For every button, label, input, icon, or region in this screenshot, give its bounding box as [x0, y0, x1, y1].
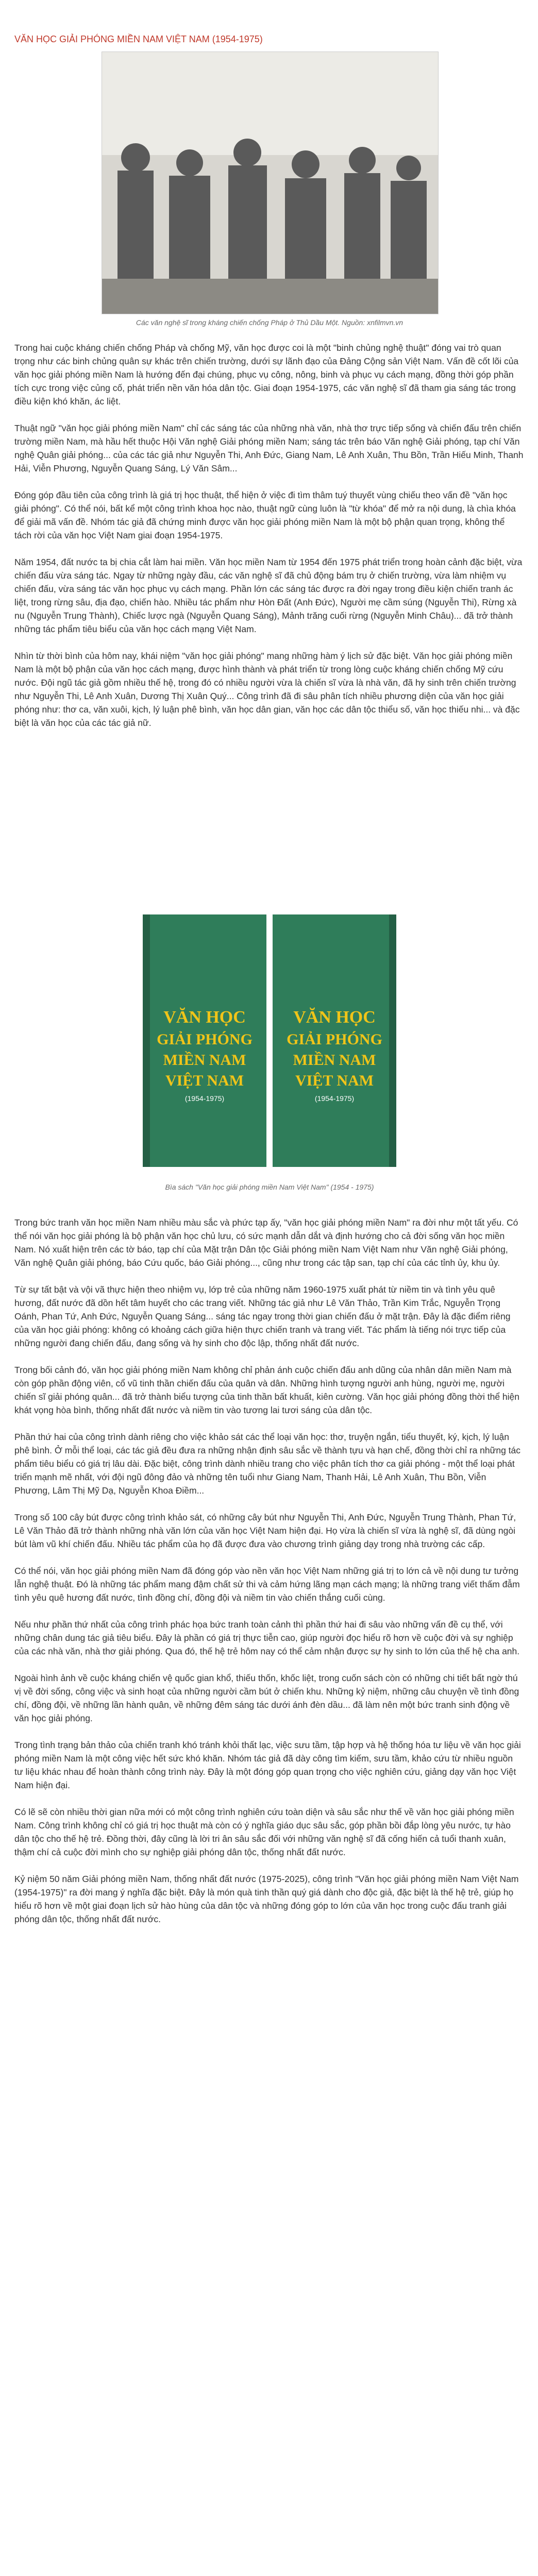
paragraph: Từ sự tất bật và vội vã thực hiện theo nhiệm vụ, lớp trẻ của những năm 1960-1975 xuất phát từ niềm tin và tình yêu quê hương, đất nước đã dồn hết tâm huyết cho các trang viết. Những tác giả như Lê Văn Thảo, Trần Kim Trắc, Nguyễn Trọng Oánh, Phan Tứ, Anh Đức, Nguyễn Quang Sáng... sáng tác ngay trong thời gian chiến đấu ở mặt trận. Đây là đặc điểm riêng của văn học giải phóng: không có khoảng cách giữa hiện thực chiến tranh và trang viết. Tác phẩm là tiếng nói trực tiếp của những người đang chiến đấu, đang sống và hy sinh cho độc lập, thống nhất đất nước. — [14, 1284, 511, 1348]
photo-caption: Các văn nghệ sĩ trong kháng chiến chống Pháp ở Thủ Dầu Một. Nguồn: xnfilmvn.vn — [136, 318, 404, 327]
paragraph: Trong hai cuộc kháng chiến chống Pháp và chống Mỹ, văn học được coi là một "binh chủng nghệ thuật" đóng vai trò quan trọng như các binh chủng quân sự khác trên chiến trường, dưới sự lãnh đạo của Đảng Cộng sản Việt Nam. Vấn đề cốt lõi của văn học giải phóng miền Nam là hướng đến đại chúng, phục vụ công, nông, binh và phục vụ cách mạng, đồng thời góp phần tích cực trong việc củng cố, phát triển nền văn hóa dân tộc. Giai đoạn 1954-1975, các văn nghệ sĩ đã tham gia sáng tác trong điều kiện khó khăn, ác liệt. — [14, 343, 519, 406]
article-body-part1 — [14, 341, 524, 743]
svg-text:VĂN HỌC: VĂN HỌC — [293, 1008, 376, 1027]
svg-text:VIỆT NAM: VIỆT NAM — [165, 1072, 244, 1089]
svg-text:(1954-1975): (1954-1975) — [184, 1094, 225, 1103]
paragraph: Có thể nói, văn học giải phóng miền Nam đã đóng góp vào nền văn học Việt Nam những giá trị to lớn cả về nội dung tư tưởng lẫn nghệ thuật. Đó là những tác phẩm mang đậm chất sử thi và cảm hứng lãng mạn cách mạng; là những trang viết thấm đẫm tình yêu quê hương đất nước, tình đồng chí, đồng đội và niềm tin vào chiến thắng cuối cùng. — [14, 1566, 520, 1603]
paragraph: Trong bối cảnh đó, văn học giải phóng miền Nam không chỉ phản ánh cuộc chiến đấu anh dũng của nhân dân miền Nam mà còn góp phần động viên, cổ vũ tinh thần chiến đấu của quân và dân. Những hình tượng người anh hùng, người mẹ, người chiến sĩ giải phóng quân... đã trở thành biểu tượng của tinh thần bất khuất, kiên cường. Văn học giải phóng đồng thời thể hiện khát vọng hòa bình, thống nhất đất nước và niềm tin vào tương lai tươi sáng của dân tộc. — [14, 1365, 520, 1415]
svg-text:MIỀN NAM: MIỀN NAM — [293, 1052, 376, 1069]
book-left — [143, 914, 266, 1167]
paragraph: Ngoài hình ảnh về cuộc kháng chiến vệ quốc gian khổ, thiếu thốn, khốc liệt, trong cuốn sách còn có những chi tiết bất ngờ thú vị về đời sống, công việc và sinh hoạt của những người cầm bút ở chiến khu. Những kỷ niệm, những câu chuyện về tình đồng chí, đồng đội, về những lần hành quân, về những đêm sáng tác dưới ánh đèn dầu... đã làm nên một bức tranh sinh động về văn học giải phóng. — [14, 1673, 519, 1723]
paragraph: Nếu như phần thứ nhất của công trình phác họa bức tranh toàn cảnh thì phần thứ hai đi sâu vào những vấn đề cụ thể, với những chân dung tác giả tiêu biểu. Đây là phần có giá trị thực tiễn cao, giúp người đọc hiểu rõ hơn về cuộc đời và sự nghiệp của các nhà văn, nhà thơ giải phóng. Qua đó, thế hệ trẻ hôm nay có thể cảm nhận được sự hy sinh to lớn của thế hệ cha anh. — [14, 1619, 520, 1656]
svg-text:(1954-1975): (1954-1975) — [314, 1094, 355, 1103]
svg-text:VĂN HỌC: VĂN HỌC — [163, 1008, 246, 1027]
book-cover-photo — [132, 904, 407, 1175]
paragraph: Phần thứ hai của công trình dành riêng cho việc khảo sát các thể loại văn học: thơ, truyện ngắn, tiểu thuyết, ký, kịch, lý luận phê bình. Ở mỗi thể loại, các tác giả đều đưa ra những nhận định sâu sắc về thành tựu và hạn chế, đồng thời chỉ ra những tác phẩm tiêu biểu có giá trị lâu dài. Đặc biệt, công trình dành nhiều trang cho việc phân tích thơ ca giải phóng - một thể loại phát triển mạnh mẽ nhất, với đội ngũ đông đảo và những tên tuổi như Giang Nam, Thanh Hải, Lê Anh Xuân, Thu Bồn, Viễn Phương, Lâm Thị Mỹ Dạ, Nguyễn Khoa Điềm... — [14, 1432, 521, 1496]
paragraph: Trong tình trạng bản thảo của chiến tranh khó tránh khỏi thất lạc, việc sưu tầm, tập hợp và hệ thống hóa tư liệu về văn học giải phóng miền Nam là một công việc hết sức khó khăn. Nhóm tác giả đã dày công tìm kiếm, sưu tầm, khảo cứu từ nhiều nguồn tư liệu khác nhau để hoàn thành công trình này. Đây là một đóng góp quan trọng cho việc nghiên cứu, giảng dạy văn học Việt Nam hiện đại. — [14, 1740, 521, 1790]
book-right — [273, 914, 396, 1167]
paragraph: Thuật ngữ "văn học giải phóng miền Nam" chỉ các sáng tác của những nhà văn, nhà thơ trực tiếp sống và chiến đấu trên chiến trường miền Nam, mà hầu hết thuộc Hội Văn nghệ Giải phóng miền Nam; sáng tác trên báo Văn nghệ Giải phóng, tạp chí Văn nghệ Quân giải phóng... của các tác giả như Nguyễn Thi, Anh Đức, Giang Nam, Lê Anh Xuân, Thu Bồn, Trần Hiếu Minh, Thanh Hải, Viễn Phương, Nguyễn Quang Sáng, Lý Văn Sâm... — [14, 423, 524, 473]
article-title: VĂN HỌC GIẢI PHÓNG MIỀN NAM VIỆT NAM (1954-1975) — [14, 34, 263, 44]
svg-text:VIỆT NAM: VIỆT NAM — [295, 1072, 374, 1089]
paragraph: Đóng góp đầu tiên của công trình là giá trị học thuật, thể hiện ở việc đi tìm thâm tuý thuyết vùng chiếu theo vấn đề "văn học giải phóng". Có thể nói, bất kể một công trình khoa học nào, thuật ngữ cùng luôn là "từ khóa" để mở ra nội dung, là chìa khóa để giải mã vấn đề. Nhóm tác giả đã chứng minh được văn học giải phóng miền Nam là một bộ phận quan trọng, không thể tách rời của văn học Việt Nam giai đoạn 1954-1975. — [14, 490, 516, 540]
article-body-part2 — [14, 1216, 524, 1939]
book-caption: Bìa sách "Văn học giải phóng miền Nam Việt Nam" (1954 - 1975) — [165, 1183, 374, 1191]
svg-text:MIỀN NAM: MIỀN NAM — [163, 1052, 246, 1069]
paragraph: Trong số 100 cây bút được công trình khảo sát, có những cây bút như Nguyễn Thi, Anh Đức, Nguyễn Trung Thành, Phan Tứ, Lê Văn Thảo đã trở thành những nhà văn lớn của văn học Việt Nam hiện đại. Họ vừa là chiến sĩ vừa là nghệ sĩ, đã dùng ngòi bút làm vũ khí chiến đấu. Nhiều tác phẩm của họ đã được đưa vào chương trình giảng dạy trong nhà trường các cấp. — [14, 1512, 516, 1549]
svg-text:GIẢI PHÓNG: GIẢI PHÓNG — [287, 1031, 382, 1048]
svg-text:GIẢI PHÓNG: GIẢI PHÓNG — [157, 1031, 253, 1048]
paragraph: Có lẽ sẽ còn nhiều thời gian nữa mới có một công trình nghiên cứu toàn diện và sâu sắc như thế về văn học giải phóng miền Nam. Công trình không chỉ có giá trị học thuật mà còn có ý nghĩa giáo dục sâu sắc, góp phần bồi đắp lòng yêu nước, tự hào dân tộc cho thế hệ trẻ. Đồng thời, đây cũng là lời tri ân sâu sắc đối với những văn nghệ sĩ đã cống hiến cả tuổi thanh xuân, thậm chí cả cuộc đời mình cho sự nghiệp giải phóng dân tộc, thống nhất đất nước. — [14, 1807, 514, 1857]
historical-photo — [102, 52, 439, 314]
paragraph: Năm 1954, đất nước ta bị chia cắt làm hai miền. Văn học miền Nam từ 1954 đến 1975 phát triển trong hoàn cảnh đặc biệt, vừa chiến đấu vừa sáng tác. Ngay từ những ngày đầu, các văn nghệ sĩ đã chủ động bám trụ ở chiến trường, vừa làm nhiệm vụ chiến đấu, vừa sáng tác văn học phục vụ cách mạng. Phần lớn các sáng tác được ra đời ngay trong điều kiện chiến tranh ác liệt, trong rừng sâu, địa đạo, chiến hào. Nhiều tác phẩm như Hòn Đất (Anh Đức), Người mẹ cầm súng (Nguyễn Thi), Rừng xà nu (Nguyễn Trung Thành), Chiếc lược ngà (Nguyễn Quang Sáng), Mảnh trăng cuối rừng (Nguyễn Minh Châu)... đã trở thành những tác phẩm tiêu biểu của văn học cách mạng Việt Nam. — [14, 557, 523, 634]
paragraph: Nhìn từ thời bình của hôm nay, khái niệm "văn học giải phóng" mang những hàm ý lịch sử đặc biệt. Văn học giải phóng miền Nam là một bộ phận của văn học cách mạng, được hình thành và phát triển từ trong lòng cuộc kháng chiến chống Mỹ cứu nước. Đội ngũ tác giả gồm nhiều thế hệ, trong đó có nhiều người vừa là chiến sĩ vừa là nhà văn, đã hy sinh trên chiến trường như Nguyễn Thi, Lê Anh Xuân, Dương Thị Xuân Quý... Công trình đã đi sâu phân tích nhiều phương diện của văn học giải phóng như: thơ ca, văn xuôi, kịch, lý luận phê bình, văn học dân gian, văn học các dân tộc thiểu số, văn học thiếu nhi... và đặc biệt là văn học của các tác giả nữ. — [14, 651, 520, 728]
paragraph: Trong bức tranh văn học miền Nam nhiều màu sắc và phức tạp ấy, "văn học giải phóng miền Nam" ra đời như một tất yếu. Có thể nói văn học giải phóng là bộ phận văn học chủ lưu, có sức mạnh dẫn dắt và định hướng cho cả đời sống văn học miền Nam. Nó xuất hiện trên các tờ báo, tạp chí của Mặt trận Dân tộc Giải phóng miền Nam Việt Nam như Văn nghệ Giải phóng, Văn nghệ Quân giải phóng, báo Cứu quốc, báo Giải phóng..., cũng như trong các tập san, tạp chí của các tỉnh ủy, khu ủy. — [14, 1217, 518, 1268]
paragraph: Kỷ niệm 50 năm Giải phóng miền Nam, thống nhất đất nước (1975-2025), công trình "Văn học giải phóng miền Nam Việt Nam (1954-1975)" ra đời mang ý nghĩa đặc biệt. Đây là món quà tinh thần quý giá dành cho độc giả, đặc biệt là thế hệ trẻ, giúp họ hiểu rõ hơn về một giai đoạn lịch sử hào hùng của dân tộc và những đóng góp to lớn của văn học trong cuộc đấu tranh giải phóng dân tộc, thống nhất đất nước. — [14, 1874, 519, 1924]
